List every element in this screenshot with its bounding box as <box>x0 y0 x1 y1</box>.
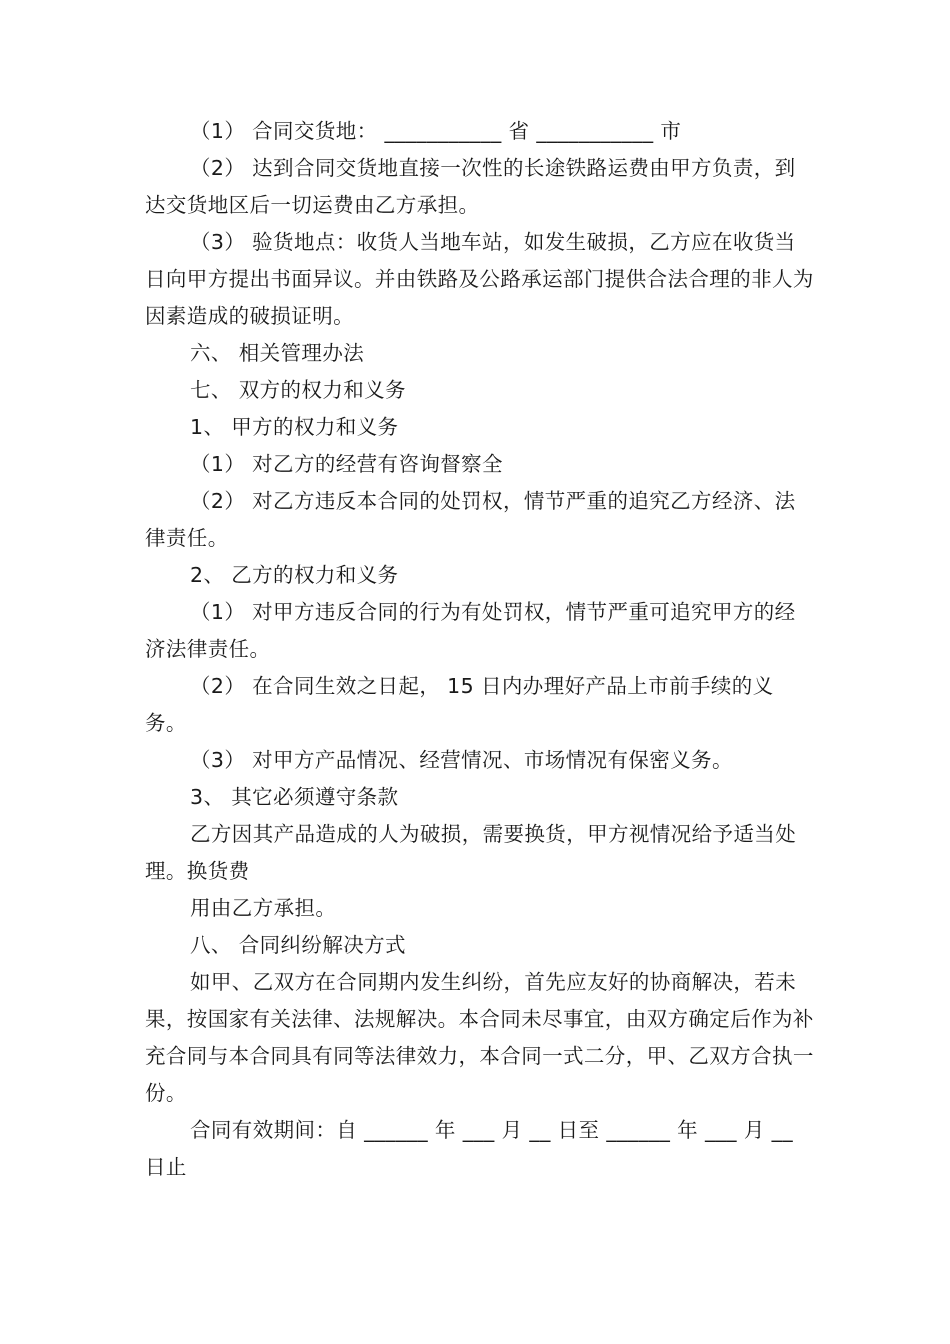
party-b-right-3: （3） 对甲方产品情况、经营情况、市场情况有保密义务。 <box>190 748 733 772</box>
validity-period: 合同有效期间：自 ______ 年 ___ 月 __ 日至 ______ 年 ___ 月 __ 日止 <box>145 1118 793 1179</box>
section-six-heading: 六、 相关管理办法 <box>190 341 365 365</box>
party-a-rights-heading: 1、 甲方的权力和义务 <box>190 415 399 439</box>
other-terms-continued: 用由乙方承担。 <box>190 896 337 920</box>
section-eight-heading: 八、 合同纠纷解决方式 <box>190 933 406 957</box>
party-b-right-2: （2） 在合同生效之日起， 15 日内办理好产品上市前手续的义务。 <box>145 674 774 735</box>
party-a-right-2: （2） 对乙方违反本合同的处罚权，情节严重的追究乙方经济、法律责任。 <box>145 489 796 550</box>
clause-delivery-place: （1） 合同交货地： ___________ 省 ___________ 市 <box>190 119 682 143</box>
party-a-right-1: （1） 对乙方的经营有咨询督察全 <box>190 452 503 476</box>
other-terms-body: 乙方因其产品造成的人为破损，需要换货，甲方视情况给予适当处理。换货费 <box>145 822 797 883</box>
document-body <box>145 113 815 1186</box>
clause-freight: （2） 达到合同交货地直接一次性的长途铁路运费由甲方负责，到达交货地区后一切运费由乙方承担。 <box>145 156 796 217</box>
party-b-rights-heading: 2、 乙方的权力和义务 <box>190 563 399 587</box>
section-seven-heading: 七、 双方的权力和义务 <box>190 378 406 402</box>
dispute-resolution-body: 如甲、乙双方在合同期内发生纠纷，首先应友好的协商解决，若未果，按国家有关法律、法规解决。本合同未尽事宜，由双方确定后作为补充合同与本合同具有同等法律效力，本合同一式二分，甲、乙双方合执一份。 <box>145 970 814 1105</box>
party-b-right-1: （1） 对甲方违反合同的行为有处罚权，情节严重可追究甲方的经济法律责任。 <box>145 600 796 661</box>
other-terms-heading: 3、 其它必须遵守条款 <box>190 785 399 809</box>
clause-inspection: （3） 验货地点：收货人当地车站，如发生破损，乙方应在收货当日向甲方提出书面异议。并由铁路及公路承运部门提供合法合理的非人为因素造成的破损证明。 <box>145 230 814 328</box>
